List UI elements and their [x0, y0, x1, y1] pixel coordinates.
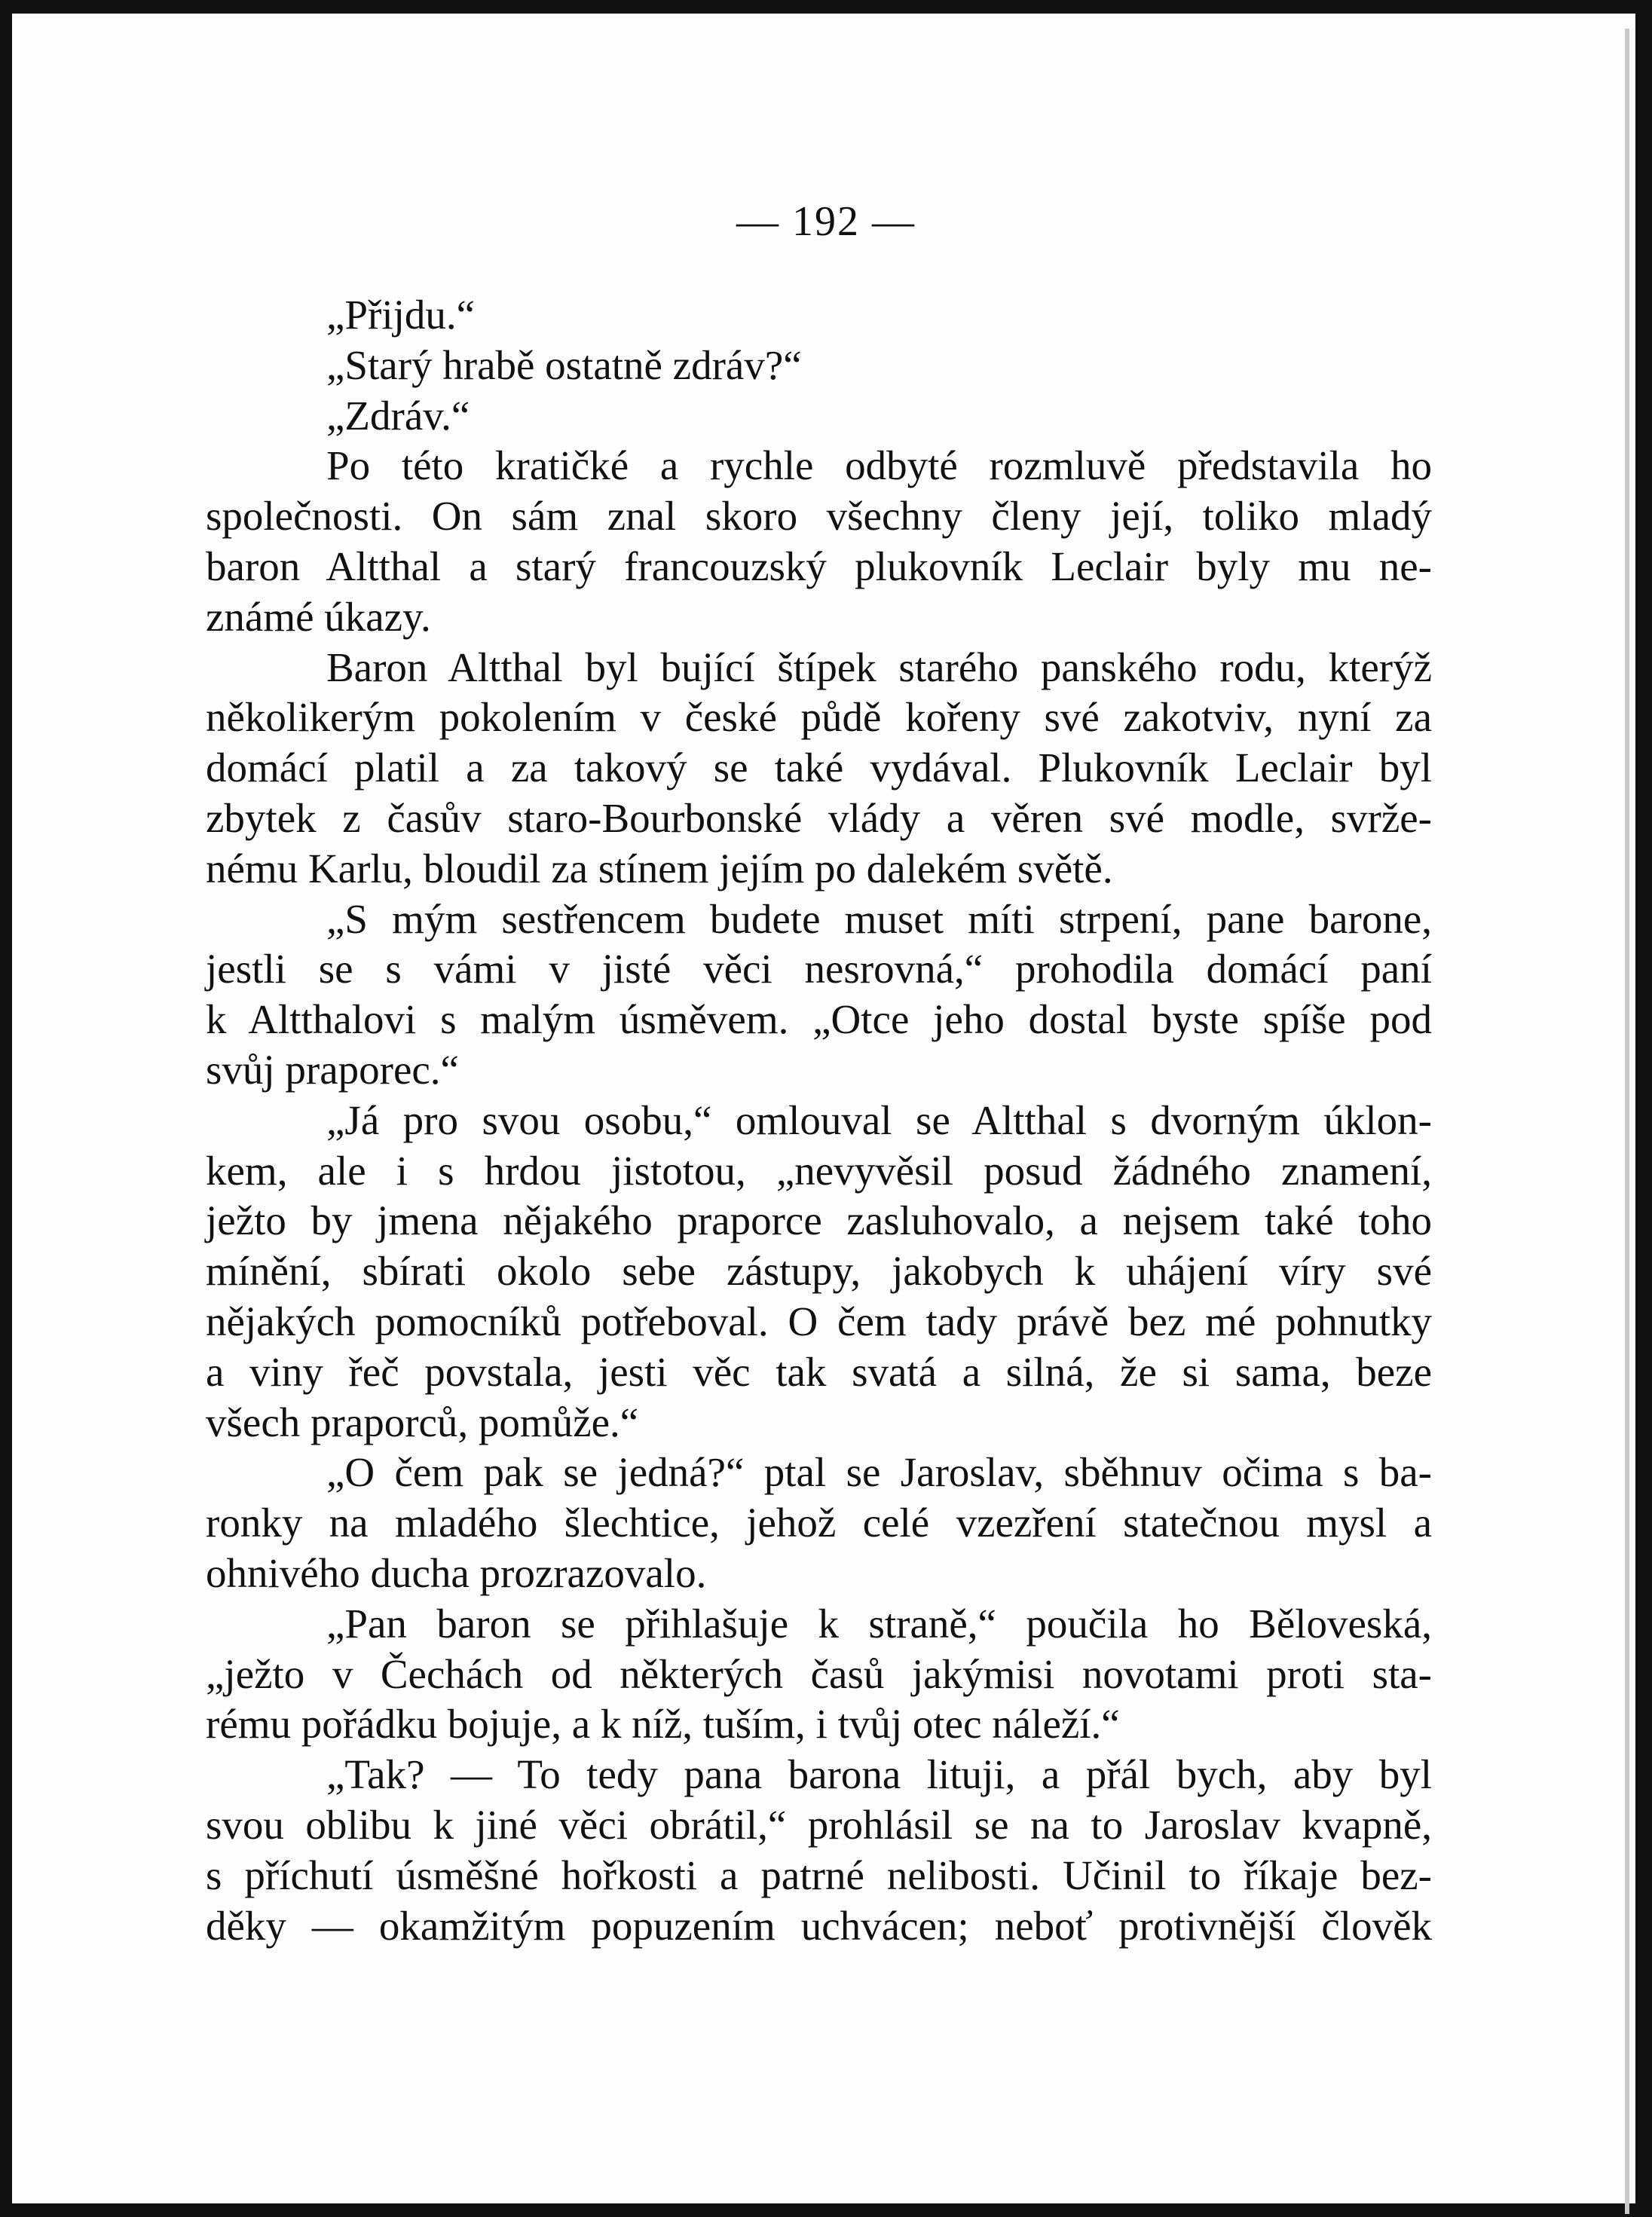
text-line: k Altthalovi s malým úsměvem. „Otce jeho dostal byste spíše pod — [206, 996, 1432, 1043]
text-line: „Přijdu.“ — [326, 292, 476, 338]
text-line: několikerým pokolením v české půdě kořeny své zakotviv, nyní za — [206, 694, 1432, 741]
text-line: s příchutí úsměšné hořkosti a patrné nelibosti. Učinil to říkaje bez- — [206, 1852, 1432, 1898]
page-number: — 192 — — [736, 198, 916, 245]
text-line: všech praporců, pomůže.“ — [206, 1399, 639, 1445]
text-line: rému pořádku bojuje, a k níž, tuším, i tvůj otec náleží.“ — [206, 1701, 1120, 1748]
text-line: „Tak? — To tedy pana barona lituji, a přál bych, aby byl — [326, 1751, 1432, 1798]
text-line: baron Altthal a starý francouzský plukovník Leclair byly mu ne- — [206, 543, 1432, 589]
text-line: ježto by jmena nějakého praporce zasluhovalo, a nejsem také toho — [206, 1197, 1432, 1244]
text-line: nějakých pomocníků potřeboval. O čem tady právě bez mé pohnutky — [206, 1298, 1432, 1344]
text-line: „Já pro svou osobu,“ omlouval se Altthal s dvorným úklon- — [326, 1096, 1432, 1143]
text-line: mínění, sbírati okolo sebe zástupy, jakobych k uhájení víry své — [206, 1248, 1432, 1295]
text-line: „Starý hrabě ostatně zdráv?“ — [326, 341, 802, 388]
text-line: Baron Altthal byl bující štípek starého panského rodu, kterýž — [326, 644, 1432, 690]
text-line: „ježto v Čechách od některých časů jakýmisi novotami proti sta- — [206, 1650, 1432, 1697]
text-line: ronky na mladého šlechtice, jehož celé vzezření statečnou mysl a — [206, 1500, 1432, 1546]
text-line: kem, ale i s hrdou jistotou, „nevyvěsil posud žádného znamení, — [206, 1147, 1432, 1194]
text-line: děky — okamžitým popuzením uchvácen; neboť protivnější člověk — [206, 1902, 1432, 1949]
text-line: Po této kratičké a rychle odbyté rozmluvě představila ho — [326, 442, 1432, 489]
text-line: „S mým sestřencem budete muset míti strpení, pane barone, — [326, 895, 1432, 942]
text-line: společnosti. On sám znal skoro všechny členy její, toliko mladý — [206, 493, 1432, 540]
text-line: zbytek z časův staro-Bourbonské vlády a věren své modle, svrže- — [206, 794, 1432, 841]
text-line: „Pan baron se přihlašuje k straně,“ poučila ho Běloveská, — [326, 1600, 1432, 1647]
text-line: a viny řeč povstala, jesti věc tak svatá a silná, že si sama, beze — [206, 1348, 1432, 1395]
text-line: nému Karlu, bloudil za stínem jejím po dalekém světě. — [206, 845, 1113, 891]
text-line: jestli se s vámi v jisté věci nesrovná,“ prohodila domácí paní — [206, 946, 1432, 992]
text-line: známé úkazy. — [206, 593, 431, 640]
text-line: „Zdráv.“ — [326, 392, 470, 439]
page-edge-shadow — [1625, 29, 1629, 2214]
text-line: svůj praporec.“ — [206, 1046, 459, 1093]
text-line: „O čem pak se jedná?“ ptal se Jaroslav, sběhnuv očima s ba- — [326, 1449, 1432, 1496]
text-line: ohnivého ducha prozrazovalo. — [206, 1549, 707, 1596]
text-line: svou oblibu k jiné věci obrátil,“ prohlásil se na to Jaroslav kvapně, — [206, 1801, 1432, 1848]
body-text — [206, 290, 1432, 1951]
text-line: domácí platil a za takový se také vydával. Plukovník Leclair byl — [206, 745, 1432, 791]
